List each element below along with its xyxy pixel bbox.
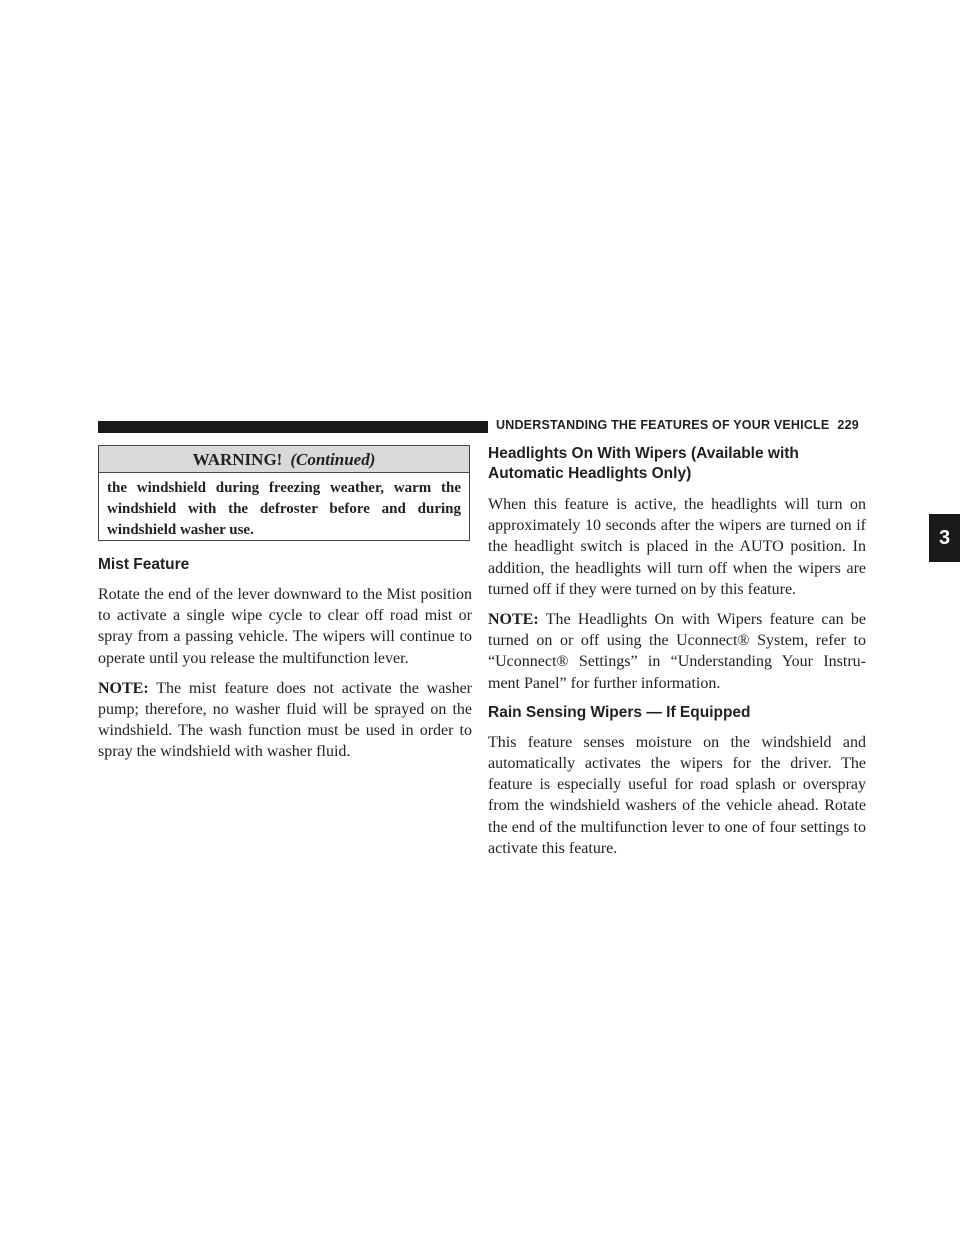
warning-continued: (Continued) — [290, 450, 376, 469]
mist-note — [98, 678, 472, 763]
rain-sensing-paragraph: This feature senses moisture on the windshield and automatically activates the wipers for the driver. The feature is especially useful for road splash or overspray from the windshield washers of the vehicle ahead. Rotate the end of the multifunction lever to one of four settings to activate this feature. — [488, 733, 866, 857]
page-number: 229 — [837, 418, 859, 432]
headlights-paragraph: When this feature is active, the headlights will turn on approximately 10 seconds after the wipers are turned on if the headlight switch is placed in the AUTO position. In addition, the headlights will turn off when the wipers are turned off if they were turned on by this feature. — [488, 496, 866, 598]
note-text: The mist feature does not activate the washer pump; therefore, no washer fluid will be sprayed on the windshield. The wash function must be used in order to spray the windshield with washer fluid. — [98, 679, 472, 761]
running-header — [496, 418, 859, 432]
right-column — [488, 444, 866, 868]
warning-box — [98, 445, 470, 541]
note-text: The Headlights On with Wipers feature can be turned on or off using the Uconnect® System, refer to “Uconnect® Settings” in “Understanding Your Instru-ment Panel” for further information. — [488, 611, 866, 692]
chapter-tab: 3 — [929, 514, 960, 562]
note-label: NOTE: — [488, 611, 539, 629]
left-column — [98, 555, 472, 772]
headlights-note — [488, 609, 866, 694]
mist-feature-paragraph: Rotate the end of the lever downward to the Mist position to activate a single wipe cycle to clear off road mist or spray from a passing vehicle. The wipers will continue to operate until you release the multifunction lever. — [98, 586, 472, 667]
warning-header — [99, 446, 469, 473]
warning-title: WARNING! — [192, 450, 283, 469]
mist-feature-heading: Mist Feature — [98, 556, 190, 573]
header-bar — [98, 421, 488, 433]
section-title: UNDERSTANDING THE FEATURES OF YOUR VEHICLE — [496, 418, 830, 432]
warning-text: the windshield during freezing weather, warm the windshield with the defroster before and during windshield washer use. — [107, 480, 461, 538]
headlights-heading: Headlights On With Wipers (Available with Automatic Headlights Only) — [488, 445, 799, 482]
note-label: NOTE: — [98, 679, 149, 697]
rain-sensing-heading: Rain Sensing Wipers — If Equipped — [488, 703, 751, 721]
